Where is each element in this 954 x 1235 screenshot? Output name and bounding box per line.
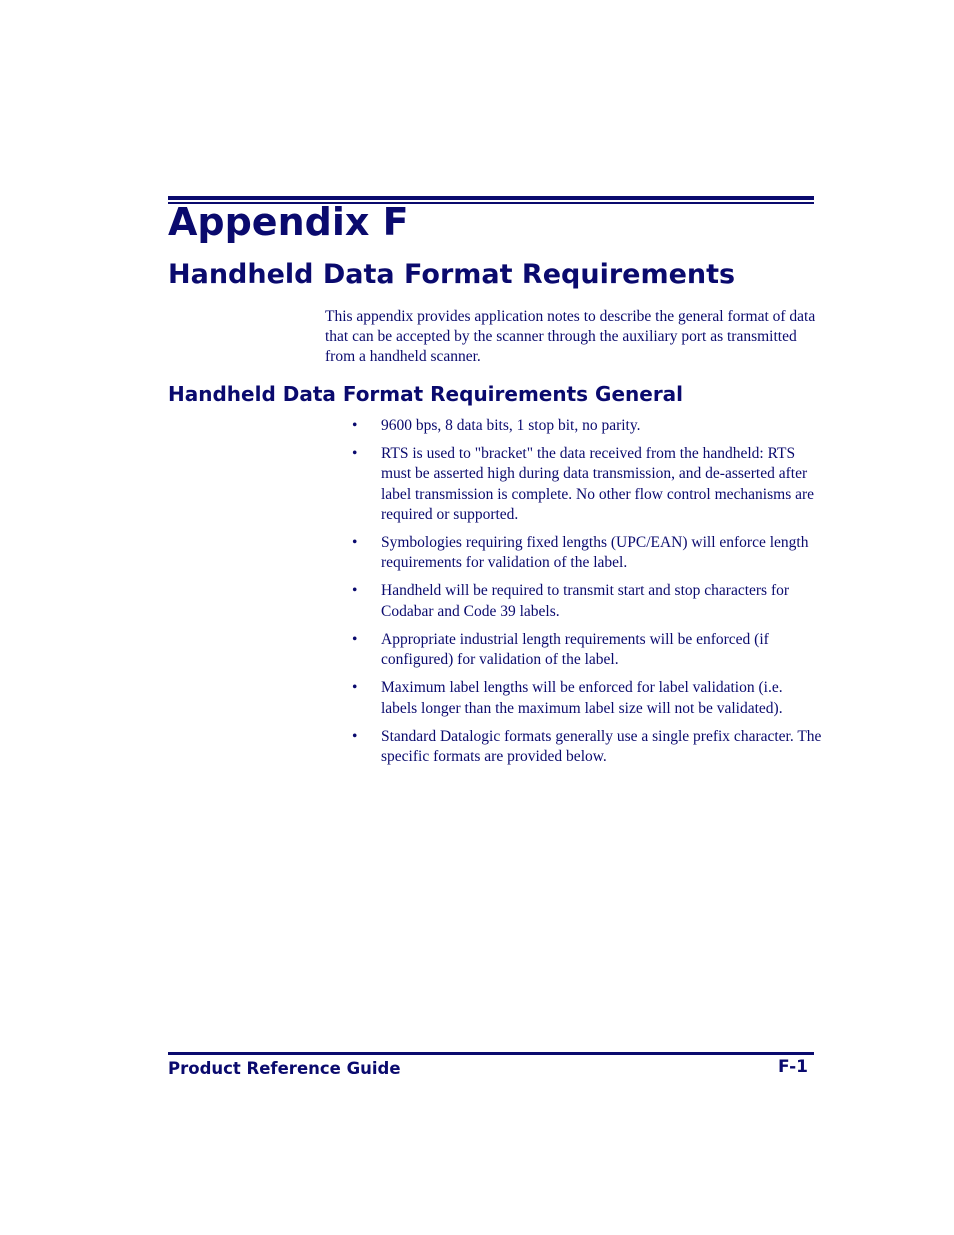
section-heading: Handheld Data Format Requirements General xyxy=(168,382,684,406)
list-item-text: 9600 bps, 8 data bits, 1 stop bit, no parity. xyxy=(381,417,641,434)
intro-paragraph: This appendix provides application notes to describe the general format of data that can be accepted by the scanner through the auxiliary port as transmitted from a handheld scanner. xyxy=(325,308,816,365)
bullet-icon: • xyxy=(352,630,358,648)
list-item xyxy=(352,630,822,671)
requirements-list xyxy=(352,416,822,775)
list-item xyxy=(352,678,822,719)
chapter-title: Handheld Data Format Requirements xyxy=(168,259,736,290)
bullet-icon: • xyxy=(352,417,358,434)
bullet-icon: • xyxy=(352,727,358,745)
footer-rule xyxy=(168,1052,814,1055)
list-item-text: Symbologies requiring fixed lengths (UPC/EAN) will enforce length requirements for validation of the label. xyxy=(381,534,809,572)
bullet-icon: • xyxy=(352,582,358,600)
list-item xyxy=(352,727,822,768)
appendix-title: Appendix F xyxy=(168,200,409,244)
list-item xyxy=(352,533,822,574)
footer-page-number: F-1 xyxy=(778,1057,808,1077)
list-item-text: RTS is used to "bracket" the data received from the handheld: RTS must be asserted high during data transmission, and de-asserted after label transmission is complete. No other flow control mechanisms are required or supported. xyxy=(381,445,815,523)
list-item-text: Appropriate industrial length requirements will be enforced (if configured) for validation of the label. xyxy=(381,630,769,669)
list-item xyxy=(352,581,822,622)
list-item-text: Standard Datalogic formats generally use a single prefix character. The specific formats are provided below. xyxy=(381,727,822,765)
footer-guide-title: Product Reference Guide xyxy=(168,1059,401,1078)
list-item-text: Maximum label lengths will be enforced for label validation (i.e. labels longer than the maximum label size will not be validated). xyxy=(381,679,783,717)
list-item xyxy=(352,416,822,436)
bullet-icon: • xyxy=(352,445,358,463)
bullet-icon: • xyxy=(352,534,358,552)
bullet-icon: • xyxy=(352,679,358,697)
list-item-text: Handheld will be required to transmit start and stop characters for Codabar and Code 39 labels. xyxy=(381,582,790,620)
list-item xyxy=(352,444,822,525)
